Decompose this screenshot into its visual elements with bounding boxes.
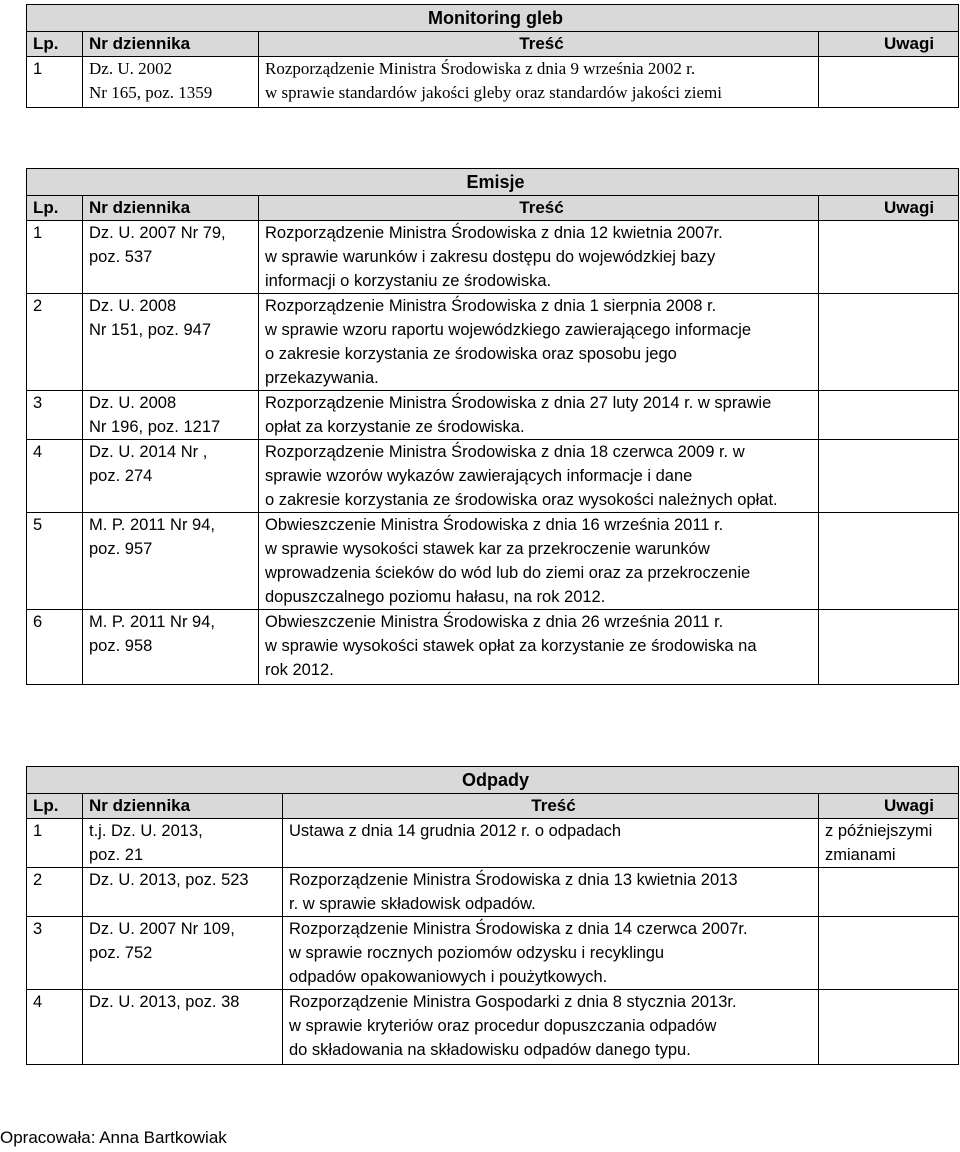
cell-nr: M. P. 2011 Nr 94, poz. 958 xyxy=(83,610,259,685)
cell-nr: M. P. 2011 Nr 94, poz. 957 xyxy=(83,513,259,610)
header-lp: Lp. xyxy=(27,196,83,221)
cell-nr: Dz. U. 2014 Nr , poz. 274 xyxy=(83,440,259,513)
cell-nr: Dz. U. 2007 Nr 79, poz. 537 xyxy=(83,221,259,294)
cell-tresc: Rozporządzenie Ministra Środowiska z dnia 12 kwietnia 2007r. w sprawie warunków i zakresu dostępu do wojewódzkiej bazy informacji o korzystaniu ze środowiska. xyxy=(259,221,819,294)
author-footer: Opracowała: Anna Bartkowiak xyxy=(0,1128,227,1147)
table-row xyxy=(27,221,959,294)
cell-uwagi xyxy=(819,294,959,391)
header-lp: Lp. xyxy=(27,794,83,819)
header-uwagi: Uwagi xyxy=(819,32,959,57)
header-tresc: Treść xyxy=(283,794,819,819)
cell-lp: 5 xyxy=(27,513,83,610)
header-tresc: Treść xyxy=(259,196,819,221)
header-nr: Nr dziennika xyxy=(83,794,283,819)
cell-lp: 1 xyxy=(27,819,83,868)
cell-nr: t.j. Dz. U. 2013, poz. 21 xyxy=(83,819,283,868)
cell-uwagi xyxy=(819,221,959,294)
cell-nr: Dz. U. 2008 Nr 151, poz. 947 xyxy=(83,294,259,391)
cell-lp: 6 xyxy=(27,610,83,685)
header-tresc: Treść xyxy=(259,32,819,57)
cell-uwagi xyxy=(819,610,959,685)
cell-lp: 3 xyxy=(27,391,83,440)
cell-lp: 3 xyxy=(27,917,83,990)
table-row xyxy=(27,917,959,990)
cell-lp: 4 xyxy=(27,440,83,513)
header-nr: Nr dziennika xyxy=(83,32,259,57)
header-uwagi: Uwagi xyxy=(819,794,959,819)
table-emisje xyxy=(26,168,959,685)
cell-nr: Dz. U. 2013, poz. 523 xyxy=(83,868,283,917)
cell-nr: Dz. U. 2013, poz. 38 xyxy=(83,990,283,1065)
cell-tresc: Rozporządzenie Ministra Środowiska z dnia 13 kwietnia 2013 r. w sprawie składowisk odpadów. xyxy=(283,868,819,917)
section-title-odpady: Odpady xyxy=(27,767,959,794)
cell-uwagi xyxy=(819,57,959,108)
cell-uwagi xyxy=(819,513,959,610)
cell-lp: 1 xyxy=(27,57,83,108)
section-title-monitoring: Monitoring gleb xyxy=(27,5,959,32)
cell-uwagi xyxy=(819,440,959,513)
cell-nr: Dz. U. 2002 Nr 165, poz. 1359 xyxy=(83,57,259,108)
header-nr: Nr dziennika xyxy=(83,196,259,221)
table-row xyxy=(27,513,959,610)
cell-nr: Dz. U. 2007 Nr 109, poz. 752 xyxy=(83,917,283,990)
table-monitoring-gleb xyxy=(26,4,959,108)
table-row xyxy=(27,819,959,868)
table-row xyxy=(27,294,959,391)
cell-lp: 2 xyxy=(27,868,83,917)
header-lp: Lp. xyxy=(27,32,83,57)
cell-uwagi xyxy=(819,868,959,917)
cell-nr: Dz. U. 2008 Nr 196, poz. 1217 xyxy=(83,391,259,440)
cell-tresc: Rozporządzenie Ministra Środowiska z dnia 9 września 2002 r. w sprawie standardów jakości gleby oraz standardów jakości ziemi xyxy=(259,57,819,108)
cell-tresc: Rozporządzenie Ministra Środowiska z dnia 27 luty 2014 r. w sprawie opłat za korzystanie ze środowiska. xyxy=(259,391,819,440)
cell-uwagi xyxy=(819,990,959,1065)
cell-lp: 4 xyxy=(27,990,83,1065)
table-row xyxy=(27,440,959,513)
table-odpady xyxy=(26,766,959,1065)
cell-lp: 1 xyxy=(27,221,83,294)
cell-uwagi: z późniejszymi zmianami xyxy=(819,819,959,868)
cell-tresc: Obwieszczenie Ministra Środowiska z dnia 26 września 2011 r. w sprawie wysokości stawek opłat za korzystanie ze środowiska na rok 2012. xyxy=(259,610,819,685)
section-title-emisje: Emisje xyxy=(27,169,959,196)
table-row xyxy=(27,610,959,685)
table-row xyxy=(27,391,959,440)
cell-uwagi xyxy=(819,391,959,440)
cell-tresc: Ustawa z dnia 14 grudnia 2012 r. o odpadach xyxy=(283,819,819,868)
header-uwagi: Uwagi xyxy=(819,196,959,221)
cell-lp: 2 xyxy=(27,294,83,391)
cell-tresc: Obwieszczenie Ministra Środowiska z dnia 16 września 2011 r. w sprawie wysokości stawek kar za przekroczenie warunków wprowadzenia ścieków do wód lub do ziemi oraz za przekroczenie dopuszczalnego poziomu hałasu, na rok 2012. xyxy=(259,513,819,610)
table-row xyxy=(27,57,959,108)
cell-tresc: Rozporządzenie Ministra Środowiska z dnia 18 czerwca 2009 r. w sprawie wzorów wykazów zawierających informacje i dane o zakresie korzystania ze środowiska oraz wysokości należnych opłat. xyxy=(259,440,819,513)
cell-tresc: Rozporządzenie Ministra Środowiska z dnia 1 sierpnia 2008 r. w sprawie wzoru raportu wojewódzkiego zawierającego informacje o zakresie korzystania ze środowiska oraz sposobu jego przekazywania. xyxy=(259,294,819,391)
table-row xyxy=(27,990,959,1065)
cell-tresc: Rozporządzenie Ministra Gospodarki z dnia 8 stycznia 2013r. w sprawie kryteriów oraz procedur dopuszczania odpadów do składowania na składowisku odpadów danego typu. xyxy=(283,990,819,1065)
cell-uwagi xyxy=(819,917,959,990)
table-row xyxy=(27,868,959,917)
cell-tresc: Rozporządzenie Ministra Środowiska z dnia 14 czerwca 2007r. w sprawie rocznych poziomów odzysku i recyklingu odpadów opakowaniowych i poużytkowych. xyxy=(283,917,819,990)
